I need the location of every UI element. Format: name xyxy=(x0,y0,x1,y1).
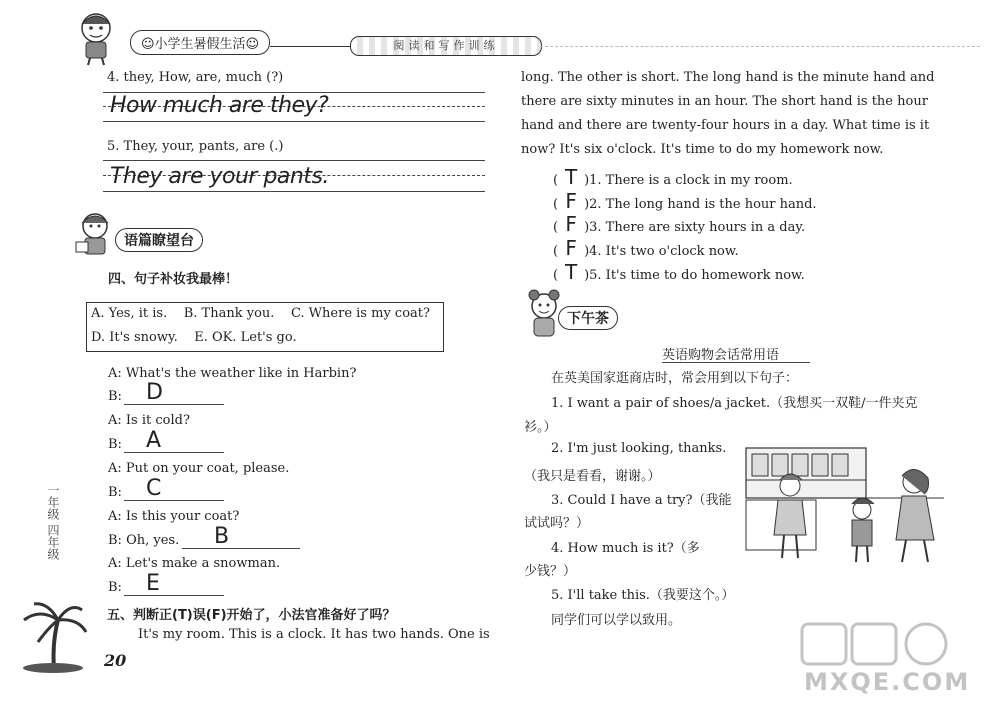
dialog-line: A: Let's make a snowman. xyxy=(108,556,281,571)
dialog-line: B: xyxy=(108,485,122,500)
tf-item: ( T )1. There is a clock in my room. xyxy=(553,165,793,189)
answer-line xyxy=(124,595,224,596)
dialog-line: B: xyxy=(108,389,122,404)
section-badge-label: 语篇瞭望台 xyxy=(115,228,203,252)
tf-text: )3. There are sixty hours in a day. xyxy=(584,220,806,235)
q4-handwritten-answer: How much are they? xyxy=(110,93,329,118)
tea-line: 4. How much is it?（多 xyxy=(551,541,700,556)
tf-text: )5. It's time to do homework now. xyxy=(584,268,805,283)
book-title: ☺小学生暑假生活☺ xyxy=(130,30,270,55)
answer-line xyxy=(182,548,300,549)
dialog-answer: E xyxy=(146,571,160,596)
tea-line: 同学们可以学以致用。 xyxy=(551,613,682,628)
grade-side-label: 一年级 四年级 xyxy=(46,484,60,560)
tf-text: )4. It's two o'clock now. xyxy=(584,244,739,259)
answer-line xyxy=(124,452,224,453)
tf-text: )2. The long hand is the hour hand. xyxy=(584,197,817,212)
dialog-line: B: Oh, yes. xyxy=(108,533,180,548)
section-badge-reading xyxy=(115,228,203,252)
tea-line: （我只是看看，谢谢。） xyxy=(524,469,661,484)
tf-item: ( F )4. It's two o'clock now. xyxy=(553,236,739,260)
tf-text: )1. There is a clock in my room. xyxy=(584,173,793,188)
tea-badge xyxy=(558,306,618,330)
passage-line: there are sixty minutes in an hour. The short hand is the hour xyxy=(521,94,928,109)
tf-item: ( F )3. There are sixty hours in a day. xyxy=(553,212,806,236)
dialog-answer: B xyxy=(214,524,230,549)
q5-handwritten-answer: They are your pants. xyxy=(110,164,329,189)
tea-line: 试试吗？） xyxy=(524,516,590,531)
tea-intro: 在英美国家逛商店时，常会用到以下句子： xyxy=(551,371,799,386)
book-title-tag xyxy=(130,30,270,55)
watermark-text: MXQE.COM xyxy=(804,668,971,696)
header-band-text: 阅读和写作训练 xyxy=(393,39,499,52)
dialog-answer: C xyxy=(146,476,162,501)
options-line: A. Yes, it is. B. Thank you. C. Where is my coat? xyxy=(91,306,430,321)
q4-prompt: 4. they, How, are, much (?) xyxy=(107,70,284,85)
section4-title: 四、句子补妆我最棒！ xyxy=(108,272,239,287)
tea-line: 衫。） xyxy=(524,420,557,435)
options-line: D. It's snowy. E. OK. Let's go. xyxy=(91,330,297,345)
writing-line xyxy=(103,121,485,122)
passage-line: now? It's six o'clock. It's time to do my homework now. xyxy=(521,142,884,157)
options-box xyxy=(86,302,444,352)
dialog-answer: D xyxy=(146,380,163,405)
q5-prompt: 5. They, your, pants, are (.) xyxy=(107,139,284,154)
section5-title: 五、判断正(T)误(F)开始了，小法官准备好了吗？ xyxy=(107,608,396,623)
dialog-line: A: Is this your coat? xyxy=(108,509,240,524)
tea-line: 2. I'm just looking, thanks. xyxy=(551,441,727,456)
passage-start: It's my room. This is a clock. It has two hands. One is xyxy=(138,627,490,642)
tea-badge-label: 下午茶 xyxy=(558,306,618,330)
shopping-illustration xyxy=(744,440,944,565)
dialog-line: A: What's the weather like in Harbin? xyxy=(108,366,357,381)
tea-line: 少钱？） xyxy=(524,564,577,579)
passage-line: long. The other is short. The long hand is the minute hand and xyxy=(521,70,935,85)
tf-item: ( T )5. It's time to do homework now. xyxy=(553,260,805,284)
tea-title: 英语购物会话常用语 xyxy=(662,348,780,363)
page-number: 20 xyxy=(104,651,127,670)
palm-tree-icon xyxy=(18,598,88,673)
dialog-line: A: Put on your coat, please. xyxy=(108,461,290,476)
tf-item: ( F )2. The long hand is the hour hand. xyxy=(553,189,817,213)
answer-line xyxy=(124,404,224,405)
header-mascot-icon xyxy=(68,8,124,66)
dialog-line: A: Is it cold? xyxy=(108,413,190,428)
header-rule xyxy=(270,46,350,47)
tea-line: 5. I'll take this.（我要这个。） xyxy=(551,588,735,603)
watermark-logo xyxy=(800,620,990,700)
writing-line xyxy=(103,191,485,192)
dialog-answer: A xyxy=(146,428,162,453)
dialog-line: B: xyxy=(108,580,122,595)
tf-mark: F xyxy=(565,236,577,260)
tf-mark: T xyxy=(564,260,578,284)
tea-line: 3. Could I have a try?（我能 xyxy=(551,493,732,508)
tf-mark: F xyxy=(565,189,577,213)
tf-mark: F xyxy=(565,212,577,236)
header-rule-right xyxy=(540,46,980,47)
header-band xyxy=(350,36,542,56)
answer-line xyxy=(124,500,224,501)
tea-title-underline xyxy=(662,362,810,363)
passage-line: hand and there are twenty-four hours in a day. What time is it xyxy=(521,118,930,133)
tf-mark: T xyxy=(564,165,578,189)
reading-mascot-icon xyxy=(72,210,118,262)
dialog-line: B: xyxy=(108,437,122,452)
writing-line xyxy=(103,160,485,161)
tea-line: 1. I want a pair of shoes/a jacket.（我想买一双鞋/一件夹克 xyxy=(551,396,918,411)
